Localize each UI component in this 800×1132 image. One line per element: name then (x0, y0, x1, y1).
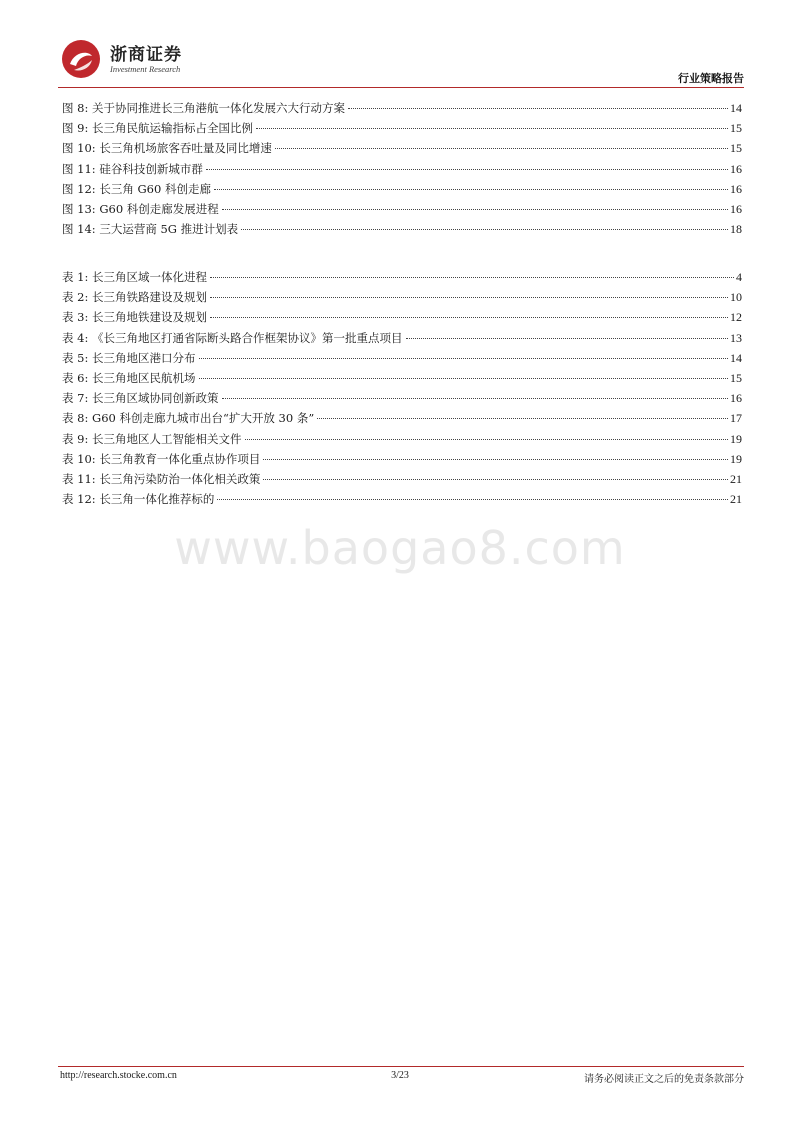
toc-title: 长三角地区人工智能相关文件 (92, 431, 242, 446)
toc-label: 表 3: (62, 310, 89, 325)
table-entry[interactable] (62, 390, 742, 410)
table-entry[interactable] (62, 370, 742, 390)
toc-label: 表 1: (62, 270, 89, 284)
table-entry[interactable] (62, 451, 742, 471)
toc-label: 图 12: (62, 181, 96, 196)
toc-page-number: 14 (730, 350, 742, 365)
watermark: www.baogao8.com (174, 521, 626, 575)
toc-label: 表 9: (62, 431, 89, 446)
dot-leader (210, 297, 728, 298)
table-entry[interactable] (62, 410, 742, 430)
toc-page-number: 12 (730, 310, 742, 325)
toc-label: 表 11: (62, 471, 96, 486)
table-list (62, 269, 742, 511)
table-entry[interactable] (62, 309, 742, 329)
dot-leader (199, 358, 728, 359)
toc-page-number: 13 (730, 330, 742, 345)
toc-title: 长三角污染防治一体化相关政策 (99, 471, 261, 486)
figure-entry[interactable] (62, 181, 742, 201)
table-entry[interactable] (62, 471, 742, 491)
figure-entry[interactable] (62, 201, 742, 221)
toc-title: 长三角区域一体化进程 (92, 270, 208, 284)
toc-page-number: 16 (730, 181, 742, 196)
toc-label: 表 7: (62, 391, 89, 406)
figure-entry[interactable] (62, 120, 742, 140)
toc-page-number: 21 (730, 492, 742, 507)
toc-page-number: 17 (730, 411, 742, 426)
dot-leader (263, 459, 728, 460)
figure-entry[interactable] (62, 140, 742, 160)
toc-label: 图 14: (62, 222, 96, 237)
toc-title: 硅谷科技创新城市群 (99, 161, 203, 176)
table-entry[interactable] (62, 431, 742, 451)
page-number: 3/23 (391, 1070, 409, 1081)
toc-title: 长三角地区民航机场 (92, 370, 196, 385)
page-header (0, 0, 800, 92)
toc-title: 长三角民航运输指标占全国比例 (92, 121, 254, 136)
toc-title: 长三角一体化推荐标的 (99, 492, 215, 507)
dot-leader (210, 317, 728, 318)
toc-title: 长三角区域协同创新政策 (92, 391, 219, 406)
toc-label: 表 5: (62, 350, 89, 365)
table-entry[interactable] (62, 289, 742, 309)
toc-page-number: 16 (730, 201, 742, 216)
dot-leader (241, 229, 728, 230)
dot-leader (348, 108, 728, 109)
brand-name-cn: 浙商证券 (110, 45, 182, 65)
footer-divider (58, 1066, 744, 1067)
toc-page-number: 19 (730, 431, 742, 446)
toc-label: 图 10: (62, 141, 96, 156)
toc-page-number: 18 (730, 222, 742, 237)
toc-page-number: 16 (730, 161, 742, 176)
toc-label: 图 8: (62, 101, 89, 115)
toc-label: 表 6: (62, 370, 89, 385)
toc-label: 图 9: (62, 121, 89, 136)
toc-label: 表 2: (62, 290, 89, 305)
figure-entry[interactable] (62, 221, 742, 241)
toc-page-number: 15 (730, 141, 742, 156)
report-type: 行业策略报告 (678, 72, 744, 85)
toc-title: 长三角铁路建设及规划 (92, 290, 208, 305)
toc-label: 图 11: (62, 161, 96, 176)
toc-page-number: 16 (730, 391, 742, 406)
toc-title: 长三角机场旅客吞吐量及同比增速 (99, 141, 272, 156)
header-divider (58, 87, 744, 88)
dot-leader (217, 499, 728, 500)
zheshang-logo-icon (60, 38, 102, 80)
table-entry[interactable] (62, 330, 742, 350)
toc-page-number: 15 (730, 370, 742, 385)
toc-title: 关于协同推进长三角港航一体化发展六大行动方案 (92, 101, 346, 115)
toc-label: 表 12: (62, 492, 96, 507)
dot-leader (214, 189, 728, 190)
toc-title: 长三角地铁建设及规划 (92, 310, 208, 325)
dot-leader (210, 277, 734, 278)
dot-leader (199, 378, 728, 379)
disclaimer-note: 请务必阅读正文之后的免责条款部分 (584, 1074, 744, 1085)
dot-leader (317, 418, 728, 419)
toc-page-number: 14 (730, 101, 742, 115)
dot-leader (222, 398, 728, 399)
table-entry[interactable] (62, 491, 742, 511)
toc-page-number: 19 (730, 451, 742, 466)
figure-entry[interactable] (62, 161, 742, 181)
toc-label: 图 13: (62, 201, 96, 216)
toc-title: 长三角地区港口分布 (92, 350, 196, 365)
table-entry[interactable] (62, 269, 742, 289)
toc-page-number: 10 (730, 290, 742, 305)
brand-name-en: Investment Research (110, 64, 181, 74)
dot-leader (263, 479, 728, 480)
footer-url[interactable]: http://research.stocke.com.cn (60, 1070, 177, 1081)
toc-page-number: 15 (730, 121, 742, 136)
toc-label: 表 10: (62, 451, 96, 466)
figure-entry[interactable] (62, 100, 742, 120)
toc-page-number: 21 (730, 471, 742, 486)
dot-leader (406, 338, 728, 339)
toc-page-number: 4 (736, 270, 742, 284)
dot-leader (256, 128, 728, 129)
toc-title: 长三角教育一体化重点协作项目 (99, 451, 261, 466)
toc-title: 三大运营商 5G 推进计划表 (99, 222, 239, 237)
dot-leader (206, 169, 728, 170)
toc-title: 长三角 G60 科创走廊 (99, 181, 211, 196)
toc-title: G60 科创走廊九城市出台“扩大开放 30 条” (92, 411, 315, 426)
table-entry[interactable] (62, 350, 742, 370)
toc-title: G60 科创走廊发展进程 (99, 201, 219, 216)
dot-leader (222, 209, 728, 210)
toc-label: 表 4: (62, 330, 89, 345)
toc-title: 《长三角地区打通省际断头路合作框架协议》第一批重点项目 (92, 330, 403, 345)
dot-leader (275, 148, 728, 149)
dot-leader (245, 439, 728, 440)
toc-label: 表 8: (62, 411, 89, 426)
figure-list (62, 100, 742, 241)
